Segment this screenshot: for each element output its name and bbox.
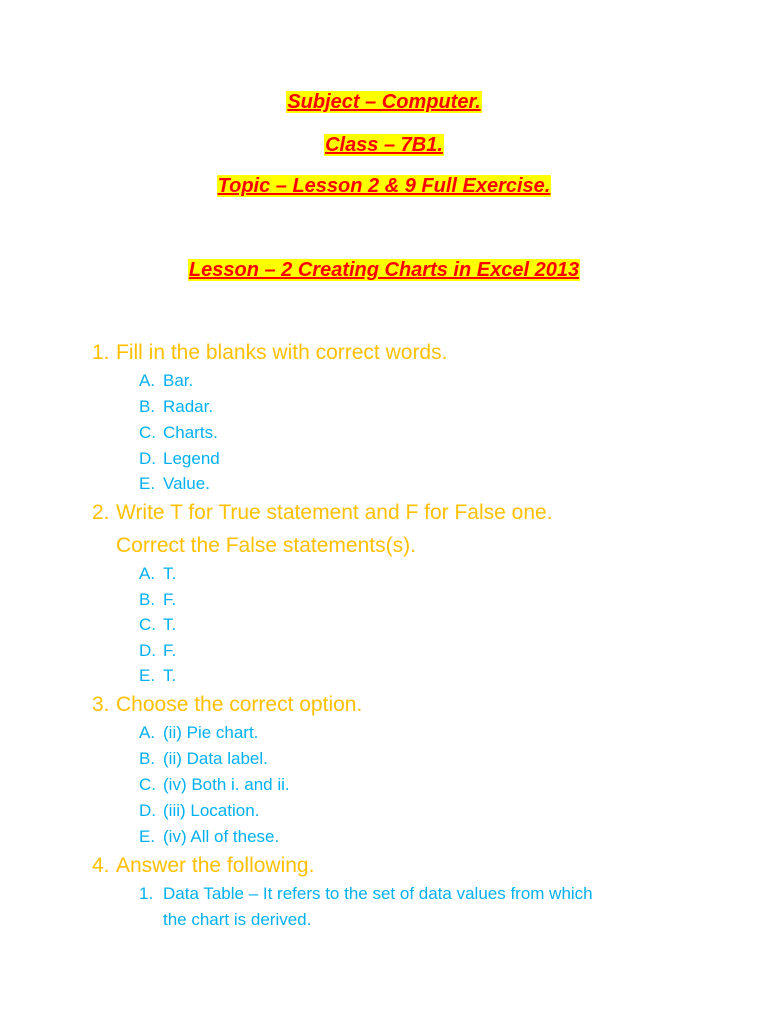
subject-heading: Subject – Computer. — [287, 91, 481, 113]
question-text: Choose the correct option. — [116, 693, 363, 716]
list-item: A. T. — [139, 564, 177, 583]
question-4 — [92, 852, 314, 880]
list-item: B. Radar. — [139, 397, 214, 416]
question-number: 3. — [92, 693, 110, 716]
list-item: E. T. — [139, 666, 177, 685]
question-number: 4. — [92, 854, 110, 877]
question-2-continued: Correct the False statements(s). — [116, 534, 416, 557]
list-item: A. Bar. — [139, 371, 194, 390]
question-text: Write T for True statement and F for False one. — [116, 501, 553, 524]
list-item: A. (ii) Pie chart. — [139, 723, 259, 742]
topic-heading: Topic – Lesson 2 & 9 Full Exercise. — [217, 175, 551, 197]
question-3 — [92, 691, 362, 719]
question-1 — [92, 339, 447, 367]
list-item: D. F. — [139, 641, 177, 660]
question-text: Fill in the blanks with correct words. — [116, 341, 448, 364]
lesson-heading: Lesson – 2 Creating Charts in Excel 2013 — [188, 259, 580, 281]
question-number: 1. — [92, 341, 110, 364]
list-item: D. Legend — [139, 449, 220, 468]
list-item-continued: the chart is derived. — [163, 910, 312, 929]
class-heading: Class – 7B1. — [325, 134, 443, 156]
list-item: C. Charts. — [139, 423, 218, 442]
list-item: E. (iv) All of these. — [139, 827, 280, 846]
list-item: D. (iii) Location. — [139, 801, 260, 820]
question-text: Answer the following. — [116, 854, 315, 877]
list-item: C. T. — [139, 615, 177, 634]
question-2 — [92, 499, 553, 527]
list-item: 1. Data Table – It refers to the set of data values from which — [139, 884, 593, 903]
question-number: 2. — [92, 501, 110, 524]
list-item: B. F. — [139, 590, 177, 609]
list-item: E. Value. — [139, 474, 210, 493]
list-item: C. (iv) Both i. and ii. — [139, 775, 290, 794]
list-item: B. (ii) Data label. — [139, 749, 268, 768]
